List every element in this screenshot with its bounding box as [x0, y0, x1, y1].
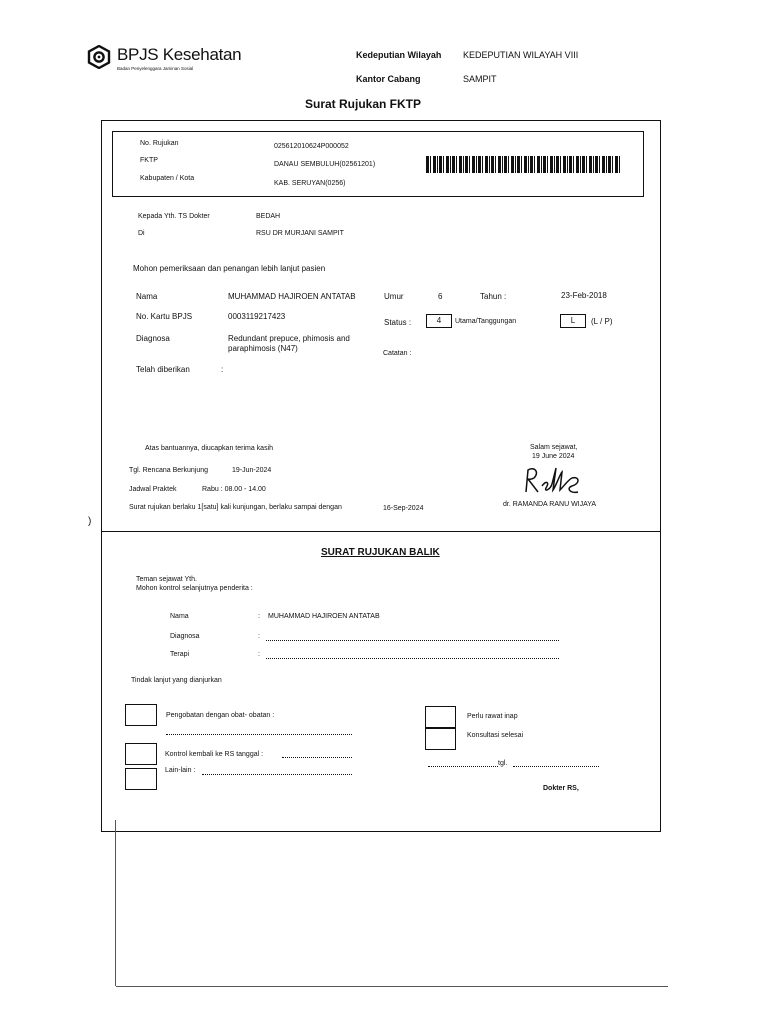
konsultasi-checkbox[interactable]: [425, 728, 456, 750]
umur-value: 6: [438, 292, 443, 301]
di-label: Di: [138, 230, 145, 237]
section-divider: [101, 531, 661, 532]
scan-edge-left: [115, 820, 116, 986]
place-field[interactable]: [428, 766, 498, 767]
balik-terapi-label: Terapi: [170, 651, 190, 658]
greeting-1: Teman sejawat Yth.: [136, 576, 197, 583]
fktp-label: FKTP: [140, 157, 158, 164]
balik-diagnosa-field[interactable]: [266, 640, 559, 641]
diberikan-colon: :: [221, 365, 224, 374]
lain-field[interactable]: [202, 774, 352, 775]
scan-edge-bottom: [116, 986, 668, 987]
logo-text: BPJS Kesehatan: [117, 45, 242, 64]
wilayah-value: KEDEPUTIAN WILAYAH VIII: [463, 50, 579, 60]
cabang-label: Kantor Cabang: [356, 74, 421, 84]
jadwal-label: Jadwal Praktek: [129, 486, 177, 493]
pengobatan-checkbox[interactable]: [125, 704, 157, 726]
diberikan-label: Telah diberikan: [136, 365, 190, 374]
rencana-label: Tgl. Rencana Berkunjung: [129, 467, 208, 474]
tahun-value: 23-Feb-2018: [561, 291, 607, 300]
page-title: Surat Rujukan FKTP: [305, 97, 422, 111]
dokter-rs-label: Dokter RS,: [543, 785, 579, 792]
status-desc: Utama/Tanggungan: [455, 318, 517, 325]
nama-value: MUHAMMAD HAJIROEN ANTATAB: [228, 292, 356, 301]
tindak-label: Tindak lanjut yang dianjurkan: [131, 677, 222, 684]
lain-checkbox[interactable]: [125, 768, 157, 790]
diagnosa-line2: paraphimosis (N47): [228, 344, 298, 353]
validity-text: Surat rujukan berlaku 1[satu] kali kunjungan, berlaku sampai dengan: [129, 504, 342, 511]
kabupaten-label: Kabupaten / Kota: [140, 175, 195, 182]
scan-artifact-left: ): [88, 516, 92, 527]
greeting-2: Mohon kontrol selanjutnya penderita :: [136, 585, 253, 592]
fktp-value: DANAU SEMBULUH(02561201): [274, 161, 376, 168]
lain-label: Lain-lain :: [165, 767, 196, 774]
balik-terapi-colon: :: [258, 651, 260, 658]
gender-desc: (L / P): [591, 317, 613, 326]
balik-diagnosa-label: Diagnosa: [170, 633, 200, 640]
no-rujukan-label: No. Rujukan: [140, 140, 179, 147]
umur-label: Umur: [384, 292, 404, 301]
salam-text: Salam sejawat,: [530, 444, 578, 451]
signature: [520, 464, 590, 498]
rawat-inap-checkbox[interactable]: [425, 706, 456, 728]
kontrol-checkbox[interactable]: [125, 743, 157, 765]
kartu-label: No. Kartu BPJS: [136, 312, 193, 321]
kabupaten-value: KAB. SERUYAN(0256): [274, 180, 346, 187]
status-box: [426, 314, 452, 328]
no-rujukan-value: 025612010624P000052: [274, 143, 349, 150]
gender-value: L: [570, 316, 576, 325]
jadwal-value: Rabu : 08.00 - 14.00: [202, 486, 266, 493]
pengobatan-label: Pengobatan dengan obat- obatan :: [166, 712, 275, 719]
status-value: 4: [436, 316, 442, 325]
kartu-value: 0003119217423: [228, 312, 286, 321]
diagnosa-line1: Redundant prepuce, phimosis and: [228, 334, 350, 343]
kontrol-label: Kontrol kembali ke RS tanggal :: [165, 751, 264, 758]
rawat-inap-label: Perlu rawat inap: [467, 713, 518, 720]
di-value: RSU DR MURJANI SAMPIT: [256, 230, 344, 237]
kontrol-field[interactable]: [282, 757, 352, 758]
thanks-text: Atas bantuannya, diucapkan terima kasih: [145, 445, 274, 452]
pengobatan-field[interactable]: [166, 734, 352, 735]
balik-nama-label: Nama: [170, 613, 189, 620]
sign-date: 19 June 2024: [532, 453, 575, 460]
nama-label: Nama: [136, 292, 158, 301]
catatan-label: Catatan :: [383, 350, 412, 357]
bpjs-logo-icon: [87, 45, 111, 69]
balik-terapi-field[interactable]: [266, 658, 559, 659]
gender-box: [560, 314, 586, 328]
barcode: [426, 156, 620, 173]
konsultasi-label: Konsultasi selesai: [467, 732, 524, 739]
status-label: Status :: [384, 318, 412, 327]
validity-date: 16-Sep-2024: [383, 505, 424, 512]
kepada-label: Kepada Yth. TS Dokter: [138, 213, 210, 220]
doctor-name: dr. RAMANDA RANU WIJAYA: [503, 501, 597, 508]
balik-nama-value: MUHAMMAD HAJIROEN ANTATAB: [268, 613, 380, 620]
logo-tagline: Badan Penyelenggara Jaminan Sosial: [117, 66, 194, 71]
balik-nama-colon: :: [258, 613, 260, 620]
balik-diagnosa-colon: :: [258, 633, 260, 640]
tgl-field[interactable]: [513, 766, 599, 767]
kepada-value: BEDAH: [256, 213, 281, 220]
balik-title: SURAT RUJUKAN BALIK: [321, 547, 440, 558]
request-text: Mohon pemeriksaan dan penangan lebih lanjut pasien: [133, 264, 326, 273]
diagnosa-label: Diagnosa: [136, 334, 170, 343]
tgl-label: tgl.: [498, 760, 508, 767]
tahun-label: Tahun :: [480, 292, 507, 301]
wilayah-label: Kedeputian Wilayah: [356, 50, 442, 60]
rencana-value: 19-Jun-2024: [232, 467, 272, 474]
cabang-value: SAMPIT: [463, 74, 497, 84]
